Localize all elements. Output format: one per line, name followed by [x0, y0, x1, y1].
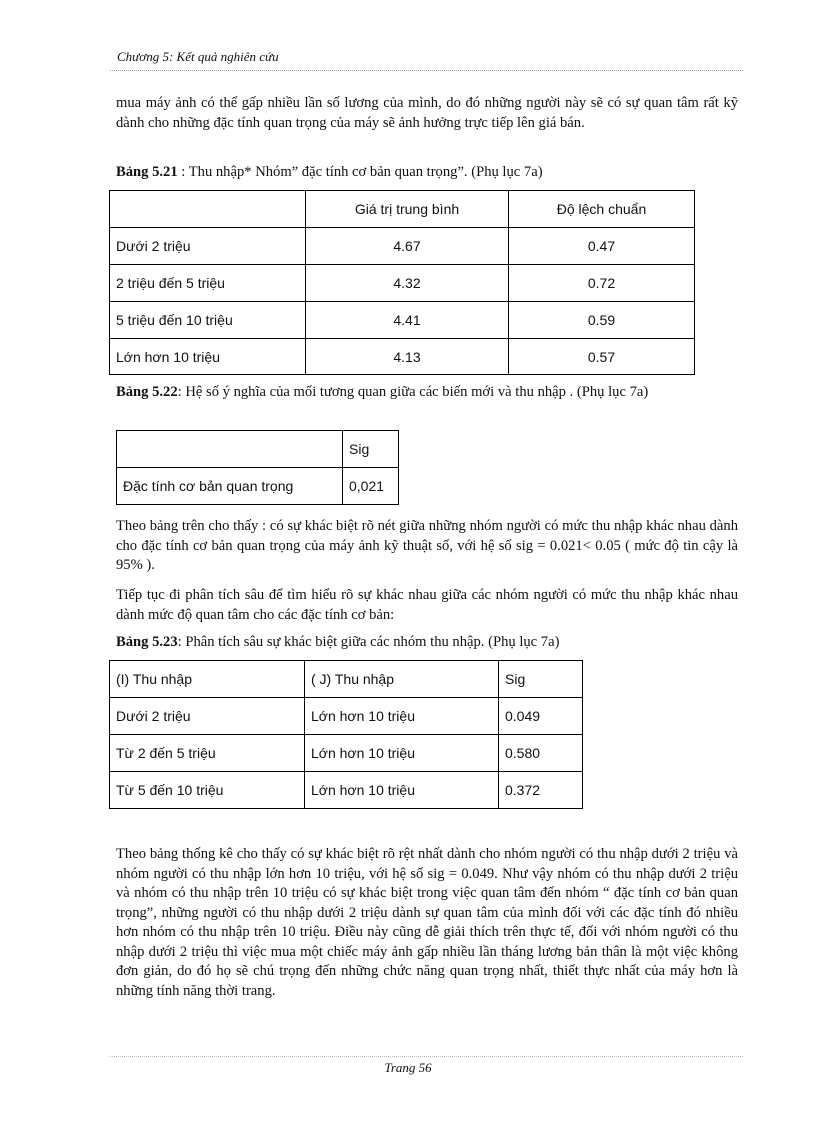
table-cell: 0.580 — [499, 735, 583, 772]
table-cell: Lớn hơn 10 triệu — [305, 735, 499, 772]
table-row — [110, 265, 695, 302]
table-5-21-caption — [116, 163, 738, 183]
table-cell: 0.57 — [509, 339, 695, 375]
table-cell: 5 triệu đến 10 triệu — [110, 302, 306, 339]
table-header-cell: ( J) Thu nhập — [305, 661, 499, 698]
table-header-cell: Giá trị trung bình — [306, 191, 509, 228]
table-5-22-caption-text: : Hệ số ý nghĩa của mối tương quan giữa các biến mới và thu nhập . (Phụ lục 7a) — [177, 384, 649, 400]
table-cell: 0.049 — [499, 698, 583, 735]
table-cell: Dưới 2 triệu — [110, 698, 305, 735]
table-cell: 0,021 — [343, 468, 399, 505]
table-row — [110, 302, 695, 339]
table-5-23-caption — [116, 633, 738, 653]
table-cell: 4.41 — [306, 302, 509, 339]
table-cell: Lớn hơn 10 triệu — [110, 339, 306, 375]
table-row — [110, 735, 583, 772]
table-row — [110, 228, 695, 265]
table-cell: Từ 5 đến 10 triệu — [110, 772, 305, 809]
table-cell: 0.47 — [509, 228, 695, 265]
table-header-cell: Sig — [343, 431, 399, 468]
table-row — [110, 661, 583, 698]
table-5-21-caption-text: : Thu nhập* Nhóm” đặc tính cơ bản quan trọng”. (Phụ lục 7a) — [177, 164, 543, 180]
table-cell: Dưới 2 triệu — [110, 228, 306, 265]
footer-divider — [110, 1056, 743, 1057]
table-row — [110, 191, 695, 228]
table-cell: Lớn hơn 10 triệu — [305, 772, 499, 809]
table-row — [110, 339, 695, 375]
table-cell: 0.59 — [509, 302, 695, 339]
continue-paragraph: Tiếp tục đi phân tích sâu để tìm hiểu rõ sự khác nhau giữa các nhóm người có mức thu nhập khác nhau dành mức độ quan tâm cho các đặc tính cơ bản: — [116, 587, 738, 623]
page-header: Chương 5: Kết quả nghiên cứu — [117, 49, 279, 64]
table-cell: Từ 2 đến 5 triệu — [110, 735, 305, 772]
page-number: Trang 56 — [384, 1060, 432, 1075]
header-divider — [110, 70, 743, 71]
table-header-cell: Sig — [499, 661, 583, 698]
table-5-21 — [109, 190, 695, 375]
intro-paragraph: mua máy ảnh có thể gấp nhiều lần số lương của mình, do đó những người này sẽ có sự quan tâm rất kỹ dành cho những đặc tính quan trọng của máy sẽ ảnh hưởng trực tiếp lên giá bán. — [116, 95, 738, 131]
table-cell: 2 triệu đến 5 triệu — [110, 265, 306, 302]
table-row — [117, 431, 399, 468]
table-cell: 4.13 — [306, 339, 509, 375]
table-5-23 — [109, 660, 583, 809]
conclusion-paragraph: Theo bảng thống kê cho thấy có sự khác biệt rõ rệt nhất dành cho nhóm người có thu nhập dưới 2 triệu và nhóm người có thu nhập lớn hơn 10 triệu, với hệ số sig = 0.049. Như vậy nhóm có thu nhập dưới 2 triệu và nhóm có thu nhập trên 10 triệu có sự khác biệt trong việc quan tâm đến nhóm “ đặc tính cơ bản quan trọng”, những người có thu nhập dưới 2 triệu dành sự quan tâm của mình đối với các đặc tính đó nhiều hơn nhóm có thu nhập trên 10 triệu. Điều này cũng dễ giải thích trên thực tế, đối với nhóm người có thu nhập dưới 2 triệu thì việc mua một chiếc máy ảnh gấp nhiều lần tháng lương bản thân là một việc không đơn giản, do đó họ sẽ chú trọng đến những chức năng quan trọng nhất, thiết thực nhất của máy hơn là những tính năng thời trang. — [116, 846, 738, 999]
table-header-cell: Độ lệch chuẩn — [509, 191, 695, 228]
table-5-23-caption-text: : Phân tích sâu sự khác biệt giữa các nhóm thu nhập. (Phụ lục 7a) — [177, 634, 560, 650]
table-5-23-label: Bảng 5.23 — [116, 634, 178, 650]
table-5-22 — [116, 430, 399, 505]
table-cell: 4.67 — [306, 228, 509, 265]
analysis-paragraph: Theo bảng trên cho thấy : có sự khác biệt rõ nét giữa những nhóm người có mức thu nhập khác nhau dành cho đặc tính cơ bản quan trọng của máy ảnh kỹ thuật số, với hệ số sig = 0.021< 0.05 ( mức độ tin cậy là 95% ). — [116, 518, 738, 573]
table-cell: 0.372 — [499, 772, 583, 809]
table-cell: 4.32 — [306, 265, 509, 302]
table-row — [110, 772, 583, 809]
table-row — [117, 468, 399, 505]
table-cell: Lớn hơn 10 triệu — [305, 698, 499, 735]
table-header-cell: (I) Thu nhập — [110, 661, 305, 698]
table-5-21-label: Bảng 5.21 — [116, 164, 178, 180]
table-cell: 0.72 — [509, 265, 695, 302]
table-row — [110, 698, 583, 735]
table-cell: Đặc tính cơ bản quan trọng — [117, 468, 343, 505]
table-5-22-caption — [116, 383, 738, 403]
table-header-cell — [117, 431, 343, 468]
table-header-cell — [110, 191, 306, 228]
table-5-22-label: Bảng 5.22 — [116, 384, 178, 400]
